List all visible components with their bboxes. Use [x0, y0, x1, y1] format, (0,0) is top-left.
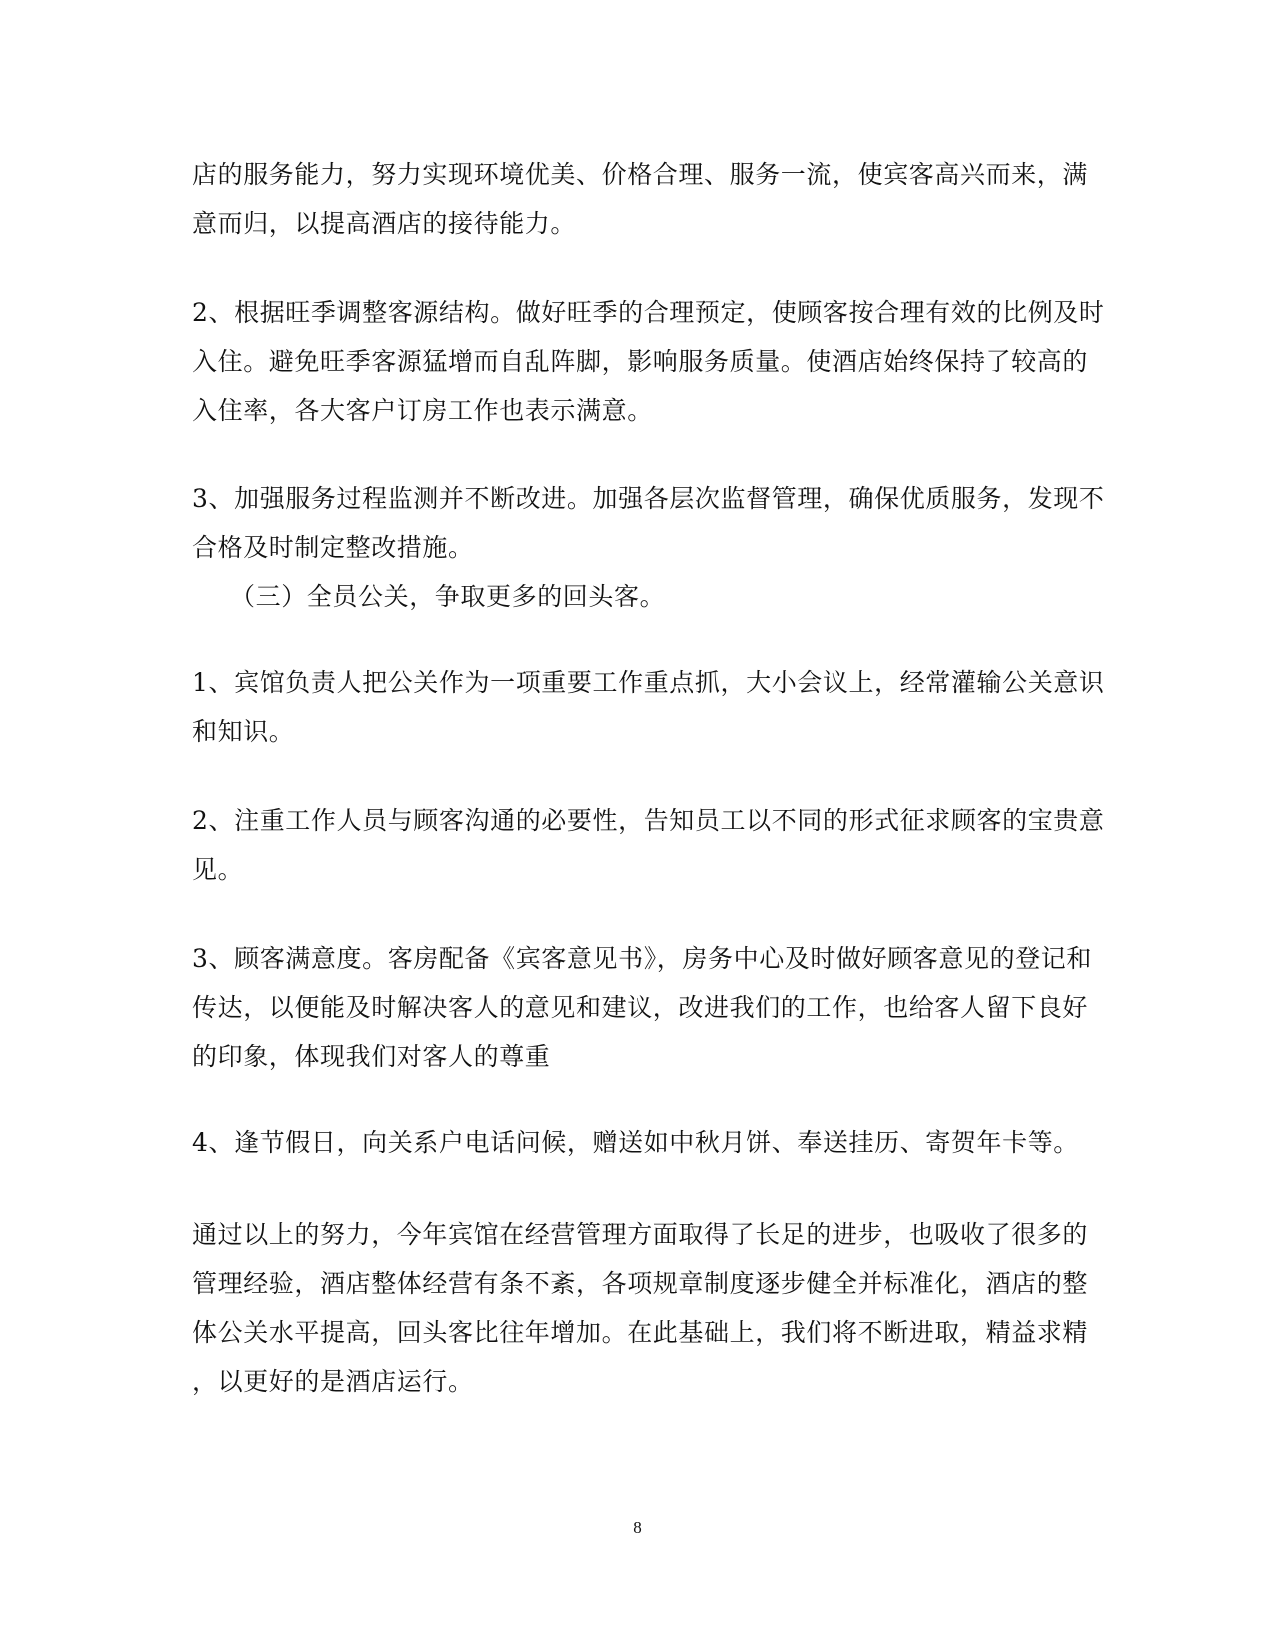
paragraph-pr-focus — [192, 658, 1105, 756]
text-line: 见。 — [192, 855, 244, 884]
paragraph-holiday-greetings — [192, 1118, 1087, 1167]
page-number: 8 — [633, 1518, 642, 1537]
text-line: 1、宾馆负责人把公关作为一项重要工作重点抓，大小会议上，经常灌输公关意识 — [192, 668, 1105, 697]
text-line: 传达，以便能及时解决客人的意见和建议，改进我们的工作，也给客人留下良好 — [192, 993, 1089, 1022]
text-line: 意而归，以提高酒店的接待能力。 — [192, 209, 577, 238]
text-line: 4、逢节假日，向关系户电话问候，赠送如中秋月饼、奉送挂历、寄贺年卡等。 — [192, 1128, 1079, 1157]
text-line: ，以更好的是酒店运行。 — [192, 1367, 474, 1396]
text-line: 店的服务能力，努力实现环境优美、价格合理、服务一流，使宾客高兴而来，满 — [192, 160, 1089, 189]
text-line: 和知识。 — [192, 717, 295, 746]
paragraph-service-capability — [192, 150, 1087, 248]
text-line: 2、根据旺季调整客源结构。做好旺季的合理预定，使顾客按合理有效的比例及时 — [192, 298, 1105, 327]
text-line: 体公关水平提高，回头客比往年增加。在此基础上，我们将不断进取，精益求精 — [192, 1318, 1089, 1347]
text-line: 管理经验，酒店整体经营有条不紊，各项规章制度逐步健全并标准化，酒店的整 — [192, 1269, 1089, 1298]
text-line: 3、顾客满意度。客房配备《宾客意见书》，房务中心及时做好顾客意见的登记和 — [192, 944, 1093, 973]
paragraph-communication — [192, 796, 1105, 894]
text-line: 通过以上的努力，今年宾馆在经营管理方面取得了长足的进步，也吸收了很多的 — [192, 1220, 1089, 1249]
text-line: 入住率，各大客户订房工作也表示满意。 — [192, 396, 653, 425]
paragraph-conclusion — [192, 1210, 1087, 1406]
text-line: 3、加强服务过程监测并不断改进。加强各层次监督管理，确保优质服务，发现不 — [192, 484, 1105, 513]
section-heading: （三）全员公关，争取更多的回头客。 — [230, 582, 666, 611]
text-line: 的印象，体现我们对客人的尊重 — [192, 1042, 551, 1071]
text-line: 入住。避免旺季客源猛增而自乱阵脚，影响服务质量。使酒店始终保持了较高的 — [192, 347, 1089, 376]
paragraph-peak-season — [192, 288, 1105, 435]
text-line: 合格及时制定整改措施。 — [192, 533, 474, 562]
text-line: 2、注重工作人员与顾客沟通的必要性，告知员工以不同的形式征求顾客的宝贵意 — [192, 806, 1105, 835]
paragraph-service-monitoring — [192, 474, 1105, 621]
paragraph-customer-satisfaction — [192, 934, 1093, 1081]
